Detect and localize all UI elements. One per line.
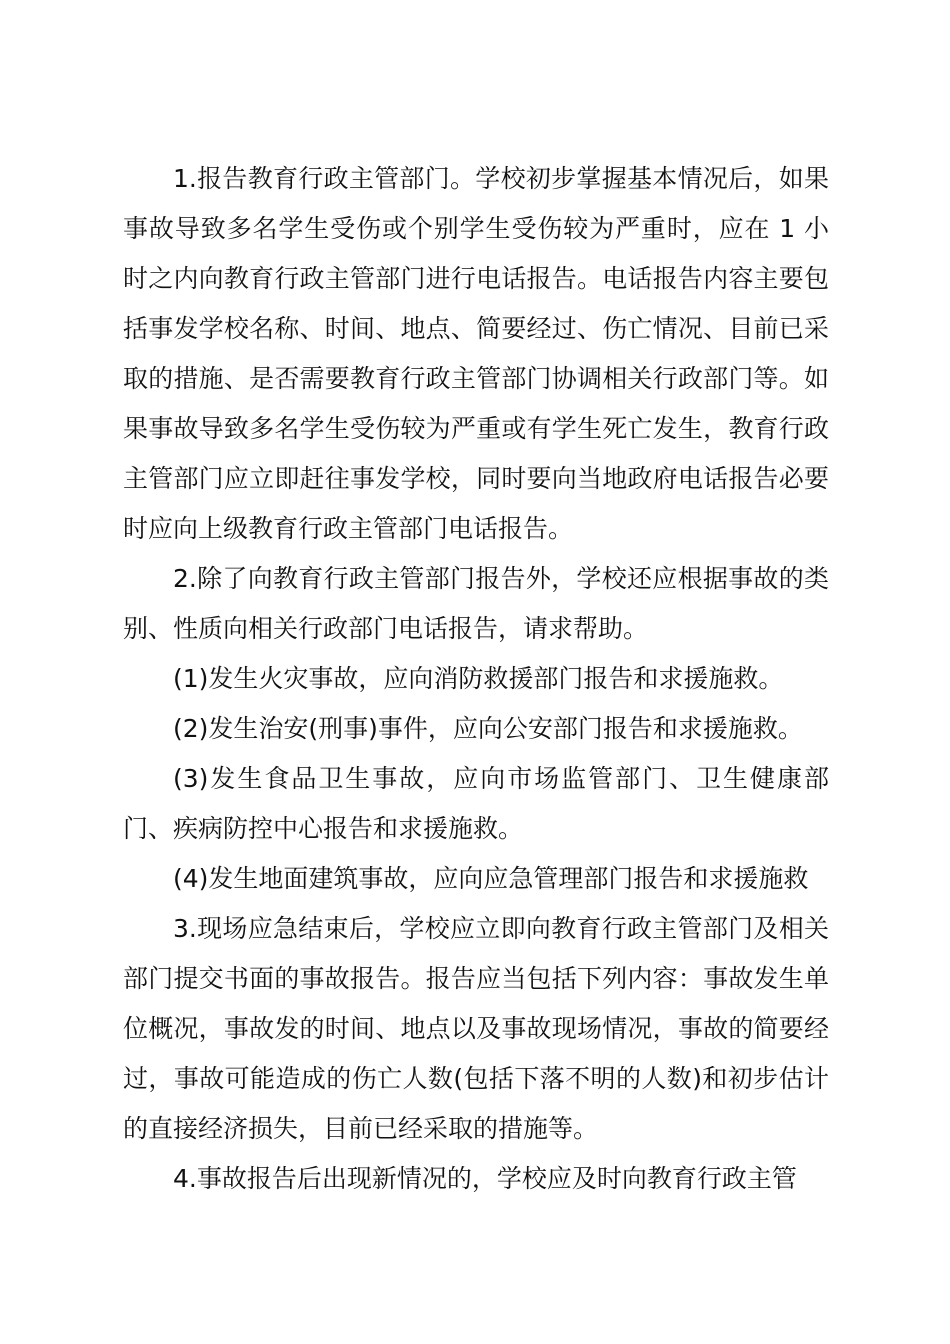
paragraph-report-education-department: 1.报告教育行政主管部门。学校初步掌握基本情况后，如果事故导致多名学生受伤或个别学生受伤较为严重时，应在 1 小时之内向教育行政主管部门进行电话报告。电话报告内容主要包括事发学校名称、时间、地点、简要经过、伤亡情况、目前已采取的措施、是否需要教育行政主管部门协调相关行政部门等。如果事故导致多名学生受伤较为严重或有学生死亡发生，教育行政主管部门应立即赶往事发学校，同时要向当地政府电话报告必要时应向上级教育行政主管部门电话报告。 [123, 164, 829, 543]
document-body [123, 154, 829, 1204]
paragraph-food-hygiene-incident: (3)发生食品卫生事故，应向市场监管部门、卫生健康部门、疾病防控中心报告和求援施救。 [123, 764, 829, 843]
paragraph-fire-incident: (1)发生火灾事故，应向消防救援部门报告和求援施救。 [173, 664, 784, 693]
paragraph-building-incident: (4)发生地面建筑事故，应向应急管理部门报告和求援施救 [173, 864, 809, 893]
paragraph-written-report: 3.现场应急结束后，学校应立即向教育行政主管部门及相关部门提交书面的事故报告。报告应当包括下列内容：事故发生单位概况，事故发的时间、地点以及事故现场情况，事故的简要经过，事故可能造成的伤亡人数(包括下落不明的人数)和初步估计的直接经济损失，目前已经采取的措施等。 [123, 914, 829, 1143]
paragraph-report-other-departments: 2.除了向教育行政主管部门报告外，学校还应根据事故的类别、性质向相关行政部门电话报告，请求帮助。 [123, 564, 829, 643]
paragraph-security-incident: (2)发生治安(刑事)事件，应向公安部门报告和求援施救。 [173, 714, 803, 743]
paragraph-new-situation: 4.事故报告后出现新情况的，学校应及时向教育行政主管 [173, 1164, 797, 1193]
